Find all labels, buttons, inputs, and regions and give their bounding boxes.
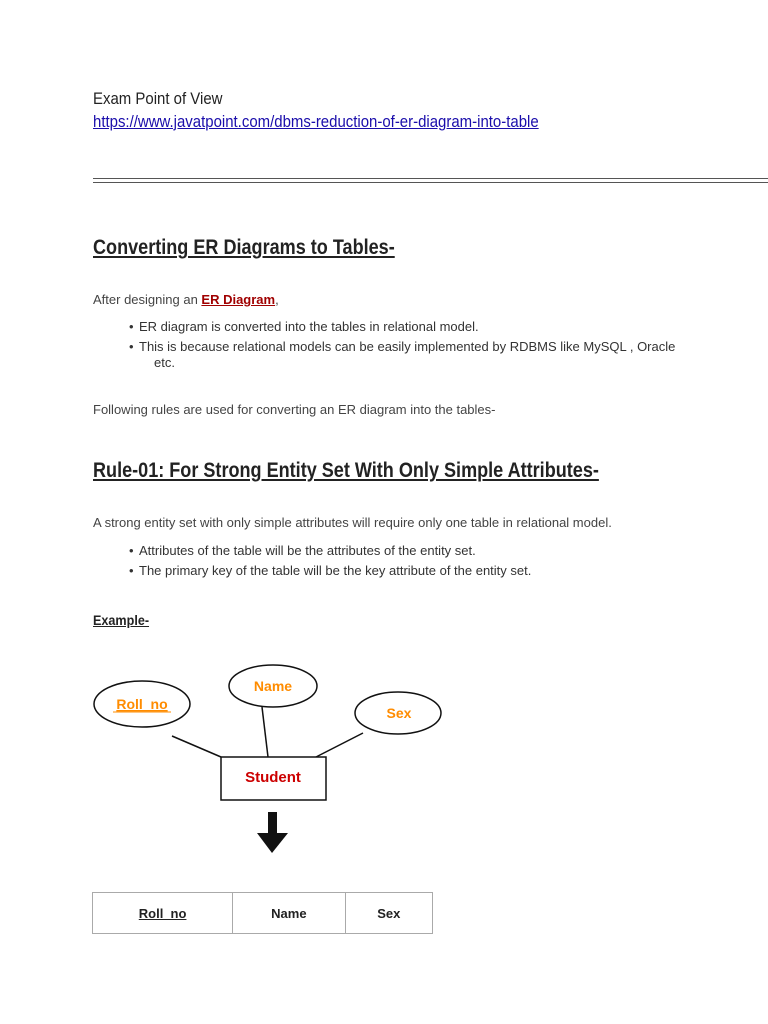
divider-top <box>93 178 768 179</box>
bullet-continuation: etc. <box>154 355 175 370</box>
table-row <box>93 893 433 934</box>
divider-bottom <box>93 182 768 183</box>
attribute-roll-no: Roll_no <box>116 696 168 712</box>
connector-name <box>262 707 268 757</box>
result-table <box>92 892 433 934</box>
list-item: • The primary key of the table will be the key attribute of the entity set. <box>129 563 759 579</box>
rule1-bullets <box>129 543 759 583</box>
down-arrow-icon <box>257 812 288 853</box>
rules-intro: Following rules are used for converting an ER diagram into the tables- <box>93 402 496 417</box>
er-diagram <box>0 650 768 860</box>
connector-roll-no <box>172 736 221 757</box>
exam-point-label: Exam Point of View <box>93 89 223 108</box>
column-roll-no: Roll_no <box>93 893 233 934</box>
column-name: Name <box>233 893 345 934</box>
attribute-sex: Sex <box>386 705 412 721</box>
entity-student: Student <box>245 769 301 786</box>
example-label: Example- <box>93 612 150 628</box>
er-diagram-link[interactable]: ER Diagram <box>201 292 276 307</box>
list-item <box>129 339 759 355</box>
intro-prefix: After designing an <box>93 292 202 307</box>
intro-bullets <box>129 319 759 355</box>
javatpoint-link[interactable]: https://www.javatpoint.com/dbms-reduction-of-er-diagram-into-table <box>93 112 539 131</box>
connector-sex <box>316 733 363 757</box>
list-item: • ER diagram is converted into the tables in relational model. <box>129 319 759 335</box>
section-title: Converting ER Diagrams to Tables- <box>93 236 395 259</box>
rule1-description: A strong entity set with only simple attributes will require only one table in relational model. <box>93 515 612 530</box>
intro-suffix: , <box>275 292 279 307</box>
list-item: • Attributes of the table will be the attributes of the entity set. <box>129 543 759 559</box>
attribute-name: Name <box>253 678 293 694</box>
rule1-title: Rule-01: For Strong Entity Set With Only Simple Attributes- <box>93 459 599 482</box>
intro-paragraph <box>93 292 279 307</box>
bullet-text: This is because relational models can be easily implemented by RDBMS like MySQL , Oracle <box>139 339 676 354</box>
column-sex: Sex <box>345 893 432 934</box>
